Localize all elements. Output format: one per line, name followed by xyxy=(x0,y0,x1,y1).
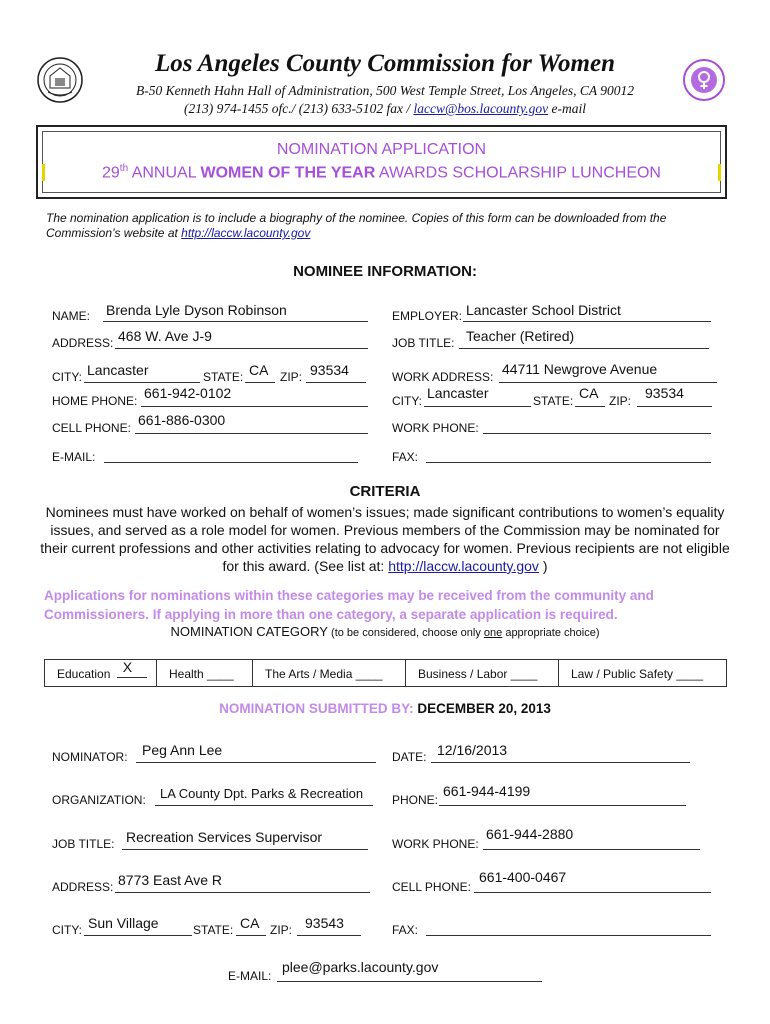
address-label: ADDRESS: xyxy=(52,336,114,350)
category-education[interactable]: Education X xyxy=(45,660,157,686)
nominator-job-title-label: JOB TITLE: xyxy=(52,837,115,851)
nominator-work-phone-field[interactable]: 661-944-2880 xyxy=(486,826,574,842)
nominee-address-field[interactable]: 468 W. Ave J-9 xyxy=(118,328,212,344)
nominee-home-phone-field[interactable]: 661-942-0102 xyxy=(144,385,232,401)
nominator-state-label: STATE: xyxy=(193,923,234,937)
category-health[interactable]: Health ____ xyxy=(157,660,253,686)
job-title-field[interactable]: Teacher (Retired) xyxy=(466,328,575,344)
category-instructions: Applications for nominations within these categories may be received from the community and Commissioners. If applying in more than one category, a separate application is required. xyxy=(44,588,654,622)
category-law-public-safety[interactable]: Law / Public Safety ____ xyxy=(571,667,704,681)
nominator-fax-field[interactable] xyxy=(428,915,708,933)
criteria-text: Nominees must have worked on behalf of women’s issues; made significant contributions to women’s equality issues, and served as a role model for women. Previous members of the Commission may be nominated for their current professions and other activities relating to advocacy for women. Previous recipients are not eligible for this award. (See list at: http://laccw.lacounty.gov ) xyxy=(40,504,730,574)
event-title: 29th ANNUAL WOMEN OF THE YEAR AWARDS SCHOLARSHIP LUNCHEON xyxy=(102,163,661,182)
organization-address: B-50 Kenneth Hahn Hall of Administration, 500 West Temple Street, Los Angeles, CA 90012 xyxy=(136,83,634,98)
organization-label: ORGANIZATION: xyxy=(52,793,146,807)
work-phone-field[interactable] xyxy=(486,412,708,430)
home-phone-label: HOME PHONE: xyxy=(52,394,138,408)
date-field[interactable]: 12/16/2013 xyxy=(437,742,508,758)
state-label: STATE: xyxy=(203,370,244,384)
nominee-heading: NOMINEE INFORMATION: xyxy=(293,263,477,280)
nominator-zip-field[interactable]: 93543 xyxy=(305,915,344,931)
cell-phone-label: CELL PHONE: xyxy=(52,421,131,435)
nominator-name-field[interactable]: Peg Ann Lee xyxy=(142,742,223,758)
work-zip-label: ZIP: xyxy=(609,394,632,408)
work-state-field[interactable]: CA xyxy=(579,385,599,401)
submission-deadline: NOMINATION SUBMITTED BY: DECEMBER 20, 2013 xyxy=(219,701,551,716)
criteria-heading: CRITERIA xyxy=(349,483,421,500)
nominee-name-field[interactable]: Brenda Lyle Dyson Robinson xyxy=(106,302,287,318)
category-table xyxy=(44,659,727,687)
nominee-city-field[interactable]: Lancaster xyxy=(87,362,149,378)
date-label: DATE: xyxy=(392,750,427,764)
nominator-address-label: ADDRESS: xyxy=(52,880,114,894)
work-phone-label: WORK PHONE: xyxy=(392,421,479,435)
title-box xyxy=(36,125,727,199)
nominator-cell-phone-field[interactable]: 661-400-0467 xyxy=(479,869,567,885)
contact-line xyxy=(0,101,770,117)
nominator-fax-label: FAX: xyxy=(392,923,419,937)
city-label: CITY: xyxy=(52,370,83,384)
category-business-labor[interactable]: Business / Labor ____ xyxy=(406,660,559,686)
phone-fax-text: (213) 974-1455 ofc./ (213) 633-5102 fax / xyxy=(184,101,414,116)
organization-field[interactable]: LA County Dpt. Parks & Recreation xyxy=(160,786,364,801)
nominator-phone-label: PHONE: xyxy=(392,793,439,807)
nominator-state-field[interactable]: CA xyxy=(240,915,260,931)
nominee-cell-phone-field[interactable]: 661-886-0300 xyxy=(138,412,226,428)
work-city-field[interactable]: Lancaster xyxy=(427,385,489,401)
zip-label: ZIP: xyxy=(280,370,303,384)
fax-field[interactable] xyxy=(428,441,708,459)
nominator-cell-phone-label: CELL PHONE: xyxy=(392,880,471,894)
nominator-city-label: CITY: xyxy=(52,923,83,937)
nomination-category-line: NOMINATION CATEGORY (to be considered, choose only one appropriate choice) xyxy=(170,624,600,639)
work-city-label: CITY: xyxy=(392,394,423,408)
email-suffix: e-mail xyxy=(548,101,586,116)
nominator-label: NOMINATOR: xyxy=(52,750,128,764)
nominator-address-field[interactable]: 8773 East Ave R xyxy=(118,872,223,888)
category-arts-media[interactable]: The Arts / Media ____ xyxy=(253,660,406,686)
work-zip-field[interactable]: 93534 xyxy=(645,385,684,401)
nominee-state-field[interactable]: CA xyxy=(249,362,269,378)
email-link[interactable]: laccw@bos.lacounty.gov xyxy=(413,101,549,116)
work-state-label: STATE: xyxy=(533,394,574,408)
nominator-job-title-field[interactable]: Recreation Services Supervisor xyxy=(126,829,323,845)
nominee-email-field[interactable] xyxy=(106,441,356,459)
employer-field[interactable]: Lancaster School District xyxy=(466,302,621,318)
nominator-work-phone-label: WORK PHONE: xyxy=(392,837,479,851)
nominator-email-field[interactable]: plee@parks.lacounty.gov xyxy=(282,959,439,975)
nominee-zip-field[interactable]: 93534 xyxy=(310,362,349,378)
email-label: E-MAIL: xyxy=(52,450,96,464)
education-checkmark: X xyxy=(122,659,133,675)
recipients-link[interactable]: http://laccw.lacounty.gov xyxy=(388,558,539,574)
work-address-field[interactable]: 44711 Newgrove Avenue xyxy=(502,361,658,377)
job-title-label: JOB TITLE: xyxy=(392,336,455,350)
nominator-phone-field[interactable]: 661-944-4199 xyxy=(443,783,531,799)
nominator-zip-label: ZIP: xyxy=(270,923,293,937)
nominator-city-field[interactable]: Sun Village xyxy=(88,915,159,931)
website-link[interactable]: http://laccw.lacounty.gov xyxy=(181,226,311,240)
organization-title: Los Angeles County Commission for Women xyxy=(154,50,616,77)
name-label: NAME: xyxy=(52,309,91,323)
fax-label: FAX: xyxy=(392,450,419,464)
intro-text: The nomination application is to include a biography of the nominee. Copies of this form can be downloaded from the Commission’s website at http://laccw.lacounty.gov xyxy=(46,211,667,240)
employer-label: EMPLOYER: xyxy=(392,309,463,323)
nominator-email-label: E-MAIL: xyxy=(228,969,272,983)
application-title: NOMINATION APPLICATION xyxy=(276,141,487,158)
work-address-label: WORK ADDRESS: xyxy=(392,370,494,384)
